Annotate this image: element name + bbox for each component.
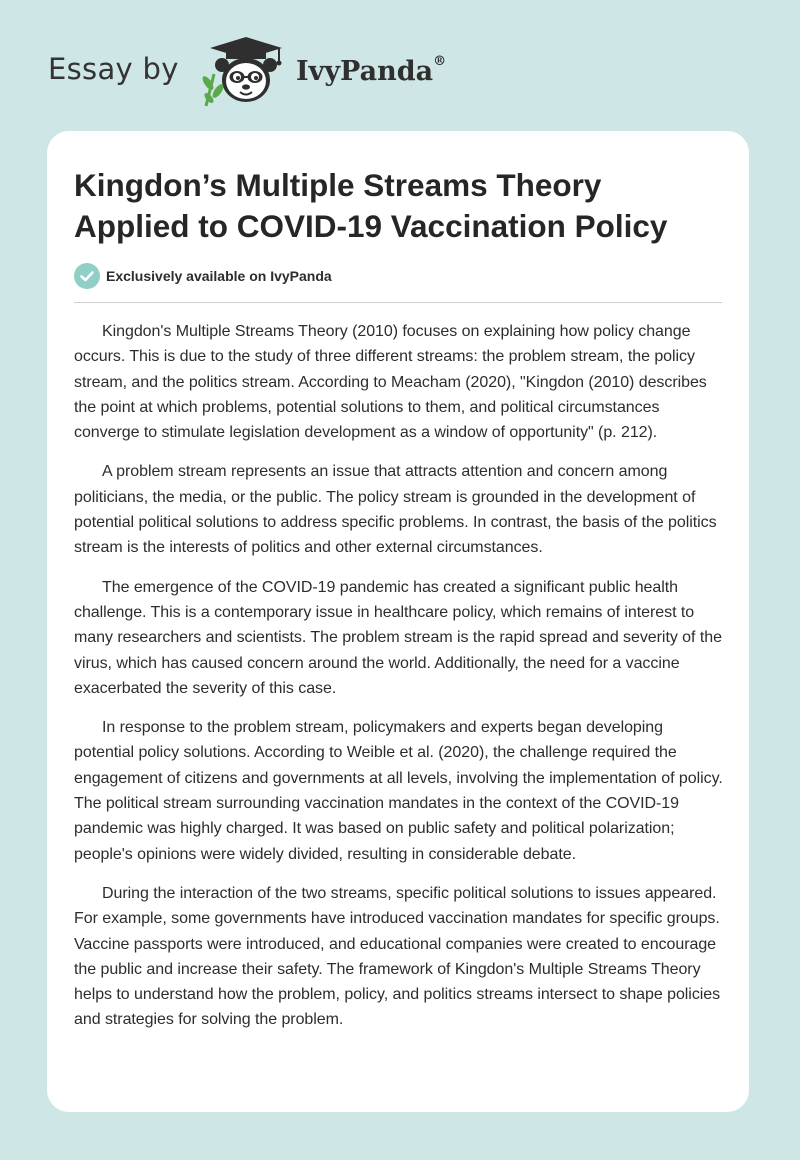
divider: [74, 302, 722, 303]
essay-card: [47, 131, 749, 1112]
paragraph: In response to the problem stream, policymakers and experts began developing potential policy solutions. According to Weible et al. (2020), the challenge required the engagement of citizens and governments at all levels, involving the implementation of policy. The political stream surrounding vaccination mandates in the context of the COVID-19 pandemic was highly charged. It was based on public safety and political polarization; people's opinions were widely divided, resulting in considerable debate.: [74, 719, 723, 863]
site-header: [0, 0, 800, 130]
brand-name: IvyPanda: [296, 56, 434, 87]
exclusive-badge: [74, 263, 332, 289]
essay-title: Kingdon’s Multiple Streams Theory Applied to COVID-19 Vaccination Policy: [74, 167, 668, 244]
check-circle-icon: [74, 263, 100, 289]
paragraph: A problem stream represents an issue that attracts attention and concern among politicians, the media, or the public. The policy stream is grounded in the development of potential political solutions to address specific problems. In contrast, the basis of the politics stream is the interests of politics and other external circumstances.: [74, 463, 717, 557]
essay-body: [74, 319, 724, 1047]
registered-mark: ®: [433, 54, 447, 69]
brand-logo-text[interactable]: [296, 56, 446, 87]
paragraph: The emergence of the COVID-19 pandemic has created a significant public health challenge. This is a contemporary issue in healthcare policy, which remains of interest to many researchers and scientists. The problem stream is the rapid spread and severity of the virus, which has caused concern around the world. Additionally, the need for a vaccine exacerbated the severity of this case.: [74, 578, 722, 697]
essay-by-label: Essay by: [48, 52, 179, 86]
exclusive-label: Exclusively available on IvyPanda: [106, 268, 332, 284]
panda-graduate-icon: [200, 36, 292, 108]
paragraph: During the interaction of the two streams, specific political solutions to issues appeared. For example, some governments have introduced vaccination mandates for specific groups. Vaccine passports were introduced, and educational companies were created to encourage the public and increase their safety. The framework of Kingdon's Multiple Streams Theory helps to understand how the problem, policy, and politics streams intersect to shape policies and strategies for solving the problem.: [74, 884, 721, 1029]
paragraph: Kingdon's Multiple Streams Theory (2010) focuses on explaining how policy change occurs. This is due to the study of three different streams: the problem stream, the policy stream, and the politics stream. According to Meacham (2020), "Kingdon (2010) describes the point at which problems, potential solutions to them, and political circumstances converge to stimulate legislation development as a window of opportunity" (p. 212).: [74, 323, 707, 442]
